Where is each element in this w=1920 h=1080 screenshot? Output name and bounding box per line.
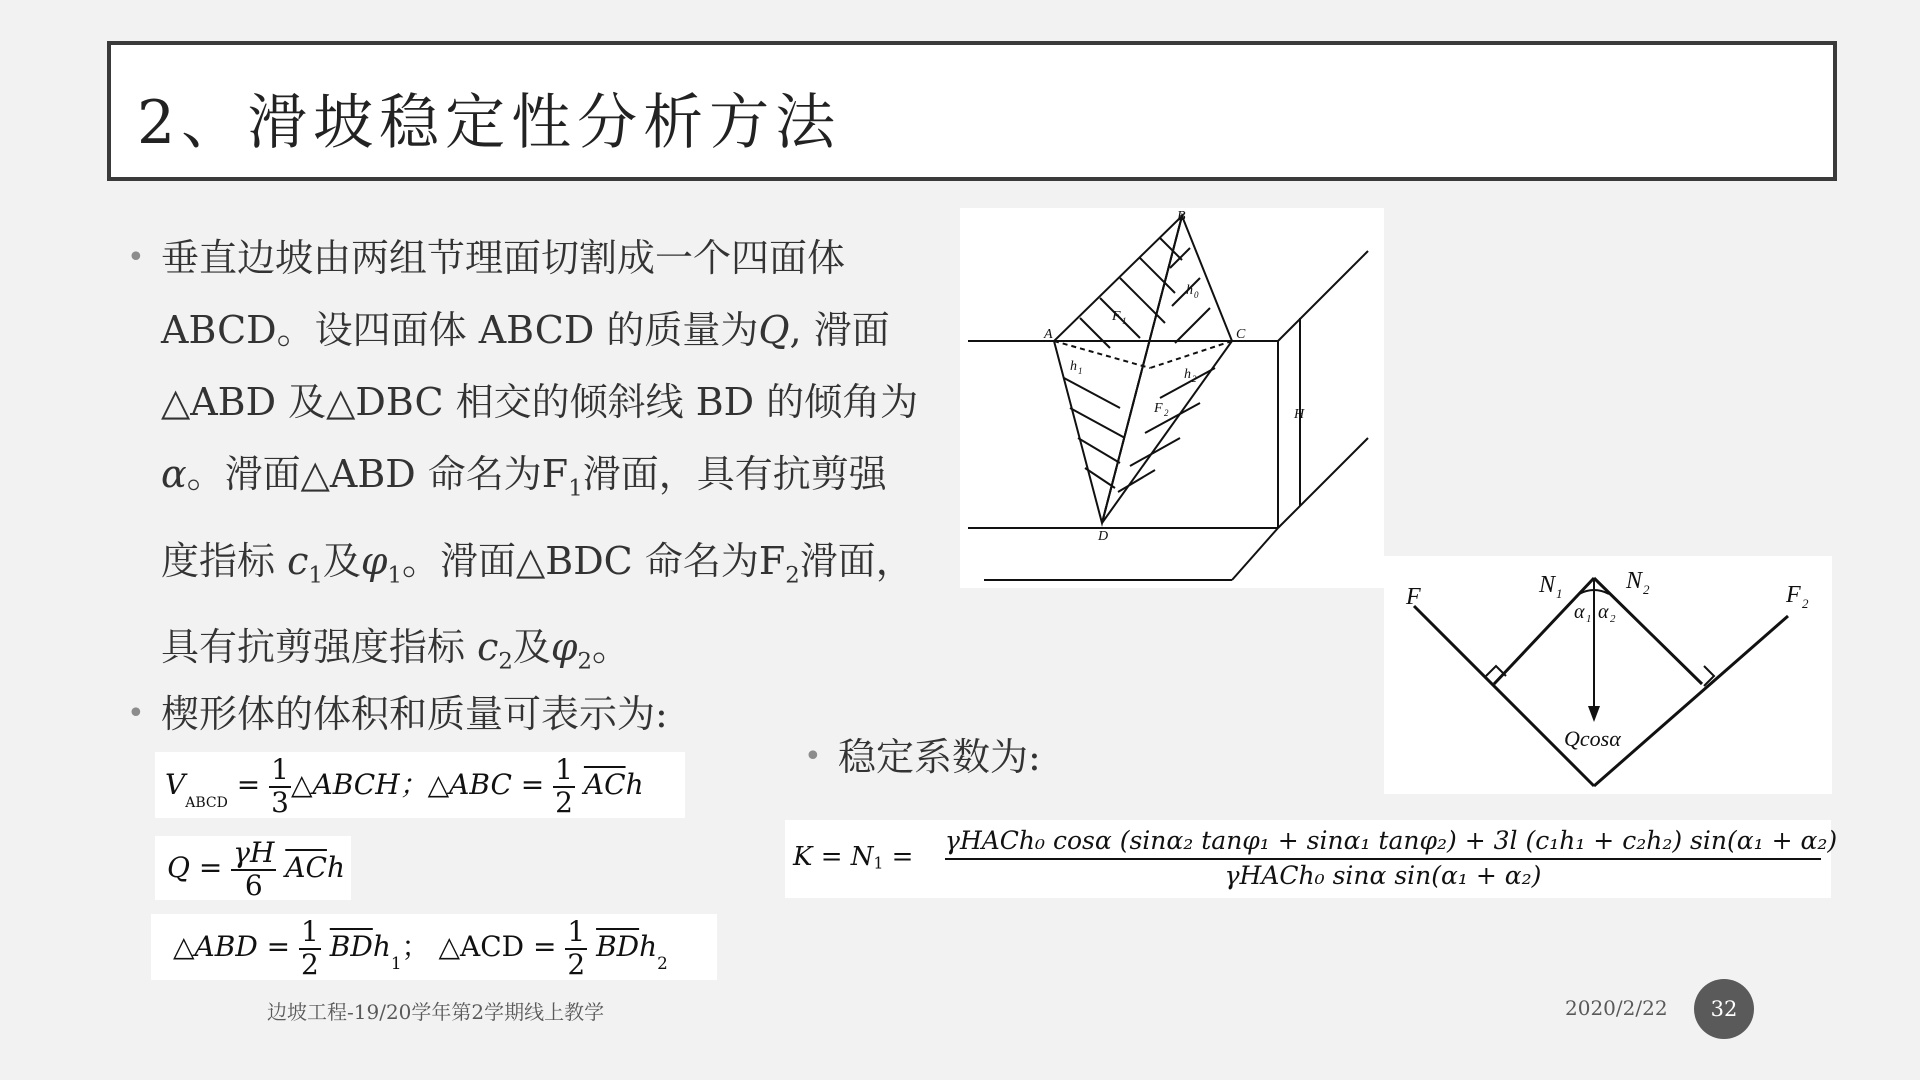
bullet1-line5: 度指标 $c_1$及$\varphi_1$。滑面△BDC 命名为$F_2$滑面， — [161, 538, 914, 589]
label-N2-sub: 2 — [1643, 582, 1650, 597]
label-C: C — [1236, 327, 1246, 342]
label-H: H — [1294, 407, 1305, 422]
bullet-dot: • — [804, 739, 822, 774]
bullet-dot: • — [127, 696, 145, 731]
k-numerator: γHACh₀ cosα (sinα₂ tanφ₁ + sinα₁ tanφ₂) + 3l (c₁h₁ + c₂h₂) sin(α₁ + α₂) — [945, 824, 1821, 860]
label-F1: F — [1112, 309, 1121, 324]
label-F2: F — [1786, 582, 1801, 608]
label-h1-sub: 1 — [1078, 366, 1083, 376]
formula-stability-factor — [785, 820, 1838, 898]
k-fraction — [945, 824, 1838, 892]
label-A: A — [1044, 327, 1053, 342]
bullet-dot: • — [127, 240, 145, 275]
title-box — [107, 41, 1837, 181]
label-alpha1: α — [1574, 601, 1585, 623]
label-h0-sub: 0 — [1194, 290, 1199, 300]
bullet1-line3: △ABD 及△DBC 相交的倾斜线 BD 的倾角为 — [161, 380, 919, 424]
label-F1-sub: 1 — [1122, 316, 1127, 326]
label-alpha1-sub: 1 — [1586, 613, 1592, 625]
label-h2: h — [1184, 367, 1191, 382]
bullet-description — [127, 222, 951, 698]
label-F1: F — [1406, 584, 1421, 610]
label-F2-sub: 2 — [1802, 596, 1809, 611]
label-B: B — [1177, 209, 1186, 224]
bullet1-line6: 具有抗剪强度指标 $c_2$及$\varphi_2$。 — [161, 625, 631, 675]
label-N1-sub: 1 — [1556, 586, 1563, 601]
footer-course: 边坡工程-19/20学年第2学期线上教学 — [267, 1000, 605, 1024]
force-diagram — [1384, 556, 1832, 794]
formula-mass: Q = $\frac{\gamma H}{6}$ $\overline{AC}h$ — [155, 836, 351, 900]
slide-title: 2、滑坡稳定性分析方法 — [137, 88, 842, 158]
page-number: 32 — [1694, 979, 1754, 1039]
bullet-stability — [804, 721, 1238, 793]
label-h1: h — [1070, 359, 1077, 374]
footer-date: 2020/2/22 — [1565, 996, 1668, 1020]
bullet1-line4: α。滑面△ABD 命名为$F_1$滑面，具有抗剪强 — [161, 452, 887, 502]
label-alpha2-sub: 2 — [1610, 613, 1616, 625]
force-diagram-figure — [1384, 556, 1832, 794]
bullet1-line1: 垂直边坡由两组节理面切割成一个四面体 — [161, 236, 846, 280]
k-lhs: K = N1 = — [793, 842, 914, 873]
formula-areas: △ABD = $\frac{1}{2}$ $\overline{BD}h_1$； △ACD = $\frac{1}{2}$ $\overline{BD}h_2$ — [151, 914, 717, 980]
bullet1-line2: ABCD。设四面体 ABCD 的质量为Q, 滑面 — [161, 308, 890, 352]
bullet-volume — [127, 678, 861, 750]
bullet3-text: 稳定系数为: — [838, 735, 1041, 779]
label-alpha2: α — [1598, 601, 1609, 623]
k-denominator: γHACh₀ sinα sin(α₁ + α₂) — [1224, 861, 1542, 890]
label-D: D — [1098, 529, 1109, 544]
label-N1: N — [1539, 572, 1556, 598]
label-F2: F — [1154, 401, 1163, 416]
formula-volume: $V_{ABCD}$ = $\frac{1}{3}$ △ABCH；△ABC = $\frac{1}{2}$ $\overline{AC}h$ — [155, 752, 685, 818]
label-N2: N — [1626, 568, 1643, 594]
label-F2-sub: 2 — [1164, 408, 1169, 418]
bullet2-text: 楔形体的体积和质量可表示为: — [161, 692, 668, 736]
tetrahedron-figure — [960, 208, 1384, 588]
tetrahedron-diagram — [960, 208, 1384, 588]
label-h0: h — [1186, 283, 1193, 298]
label-qcos: Qcosα — [1564, 726, 1621, 751]
label-h2-sub: 2 — [1192, 374, 1197, 384]
